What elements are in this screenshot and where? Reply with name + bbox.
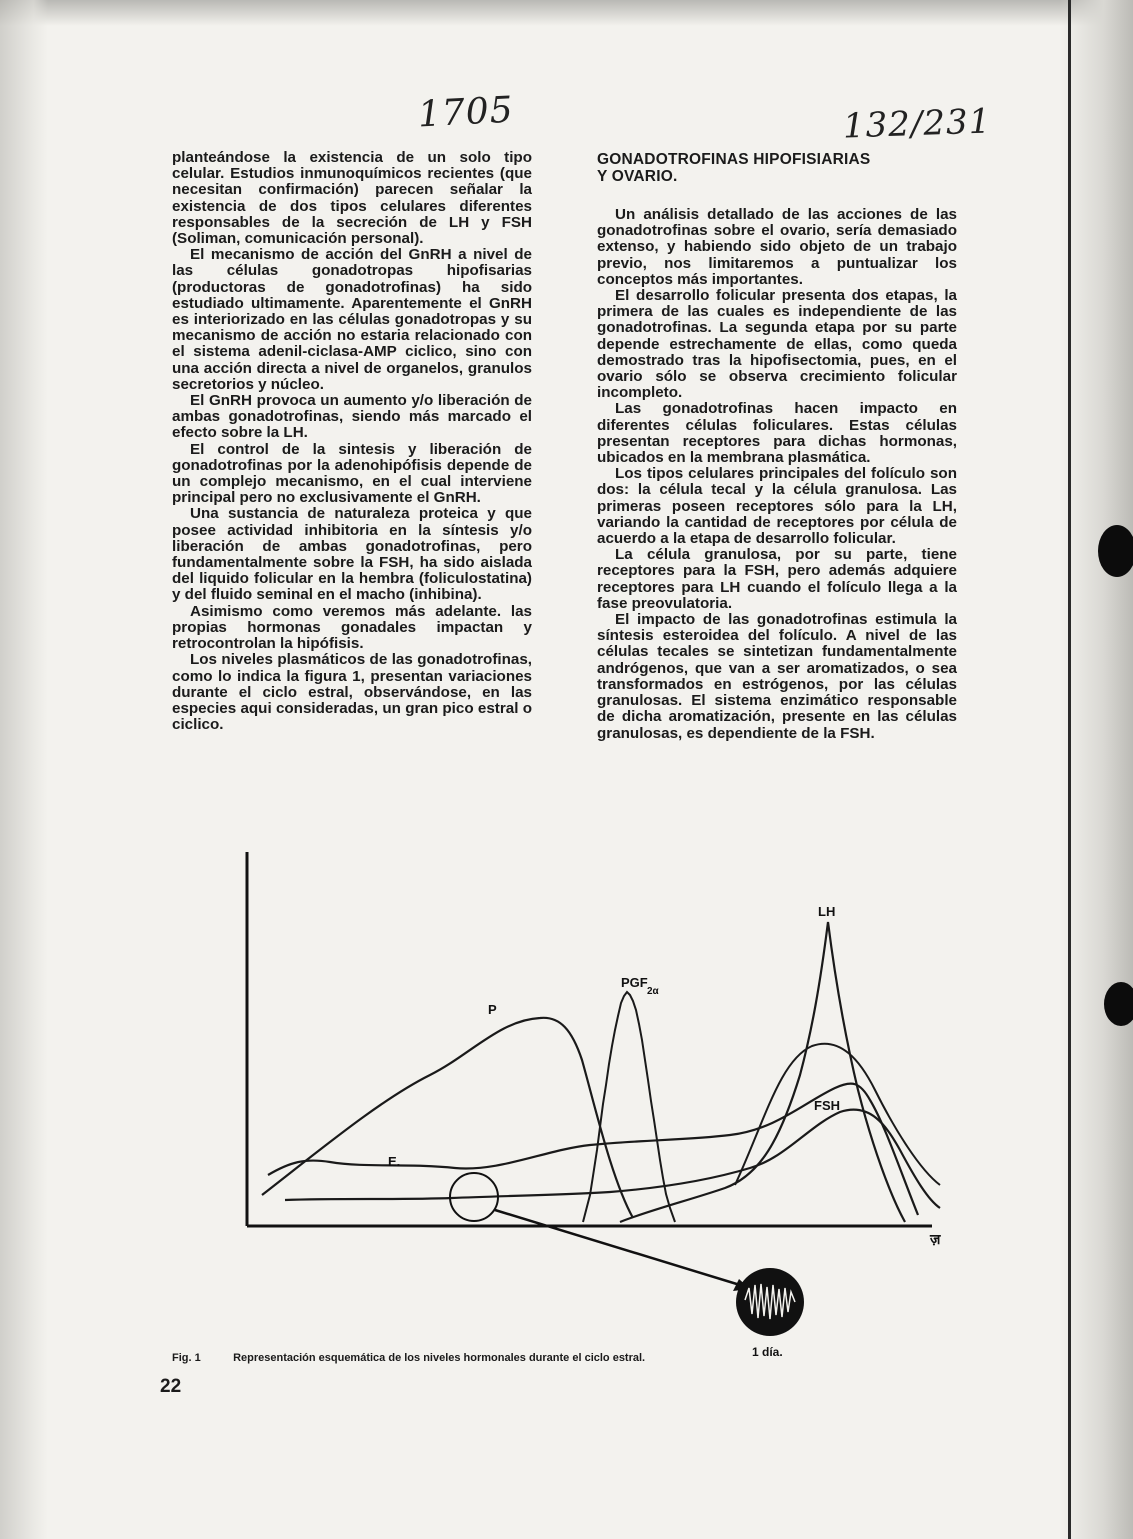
axis-end-mark: ज़ [930,1232,941,1248]
label-pgf-sub: 2α [647,986,659,997]
inset-magnified-circle [736,1268,804,1336]
paragraph: Los niveles plasmáticos de las gonadotrofinas, como lo indica la figura 1, presentan variaciones durante el ciclo estral, observándose, en las especies aqui consideradas, un gran pico estral o ciclico. [172,651,532,734]
handwritten-number-left: 1705 [416,89,515,136]
paragraph: Una sustancia de naturaleza proteica y que posee actividad inhibitoria en la síntesis y/o liberación de ambas gonadotrofinas, pero fundamentalmente sobre la FSH, ha sido aislada del liquido folicular en la hembra (foliculostatina) y del fluido seminal en el macho (inhibina). [172,505,532,604]
curve-fsh [285,1110,940,1208]
inset-label: 1 día. [752,1345,783,1359]
scan-ink-blot [1098,525,1133,577]
paragraph: Los tipos celulares principales del folículo son dos: la célula tecal y la célula granulosa. Las primeras poseen receptores sólo para la LH, variando la cantidad de receptores por célula de acuerdo a la etapa de desarrollo folicular. [597,465,957,548]
paragraph: Las gonadotrofinas hacen impacto en diferentes células foliculares. Estas células presentan receptores para dichas hormonas, ubicados en la membrana plasmática. [597,400,957,467]
label-lh: LH [818,904,836,919]
paragraph: planteándose la existencia de un solo tipo celular. Estudios inmunoquímicos recientes (que necesitan confirmación) parecen señalar la existencia de dos tipos celulares diferentes responsables de la secreción de LH y FSH (Soliman, comunicación personal). [172,149,532,248]
scan-ink-blot [1104,982,1133,1026]
label-e: E. [388,1154,401,1169]
label-fsh: FSH [814,1098,840,1113]
figure-caption [172,1352,645,1364]
paragraph: El mecanismo de acción del GnRH a nivel de las células gonadotropas hipofisarias (productoras de gonadotrofinas) ha sido estudiado ultimamente. Aparentemente el GnRH es interiorizado en las células gonadotropas y su mecanismo de acción no estaria relacionado con el sistema adenil-ciclasa-AMP ciclico, sino con una acción directa a nivel de organelos, granulos secretorios y núcleo. [172,246,532,393]
paragraph: El GnRH provoca un aumento y/o liberación de ambas gonadotrofinas, siendo más marcado el efecto sobre la LH. [172,392,532,442]
caption-text: Representación esquemática de los niveles hormonales durante el ciclo estral. [233,1352,646,1364]
section-title-line: Y OVARIO. [597,168,678,185]
paragraph: El impacto de las gonadotrofinas estimula la síntesis esteroidea del folículo. A nivel de las células tecales se sintetizan fundamentalmente andrógenos, que van a ser aromatizados, o sea transformados en estrógenos, por las células granulosas. El sistema enzimático responsable de dicha aromatización, presente en las células granulosas, es dependiente de la FSH. [597,611,957,742]
curve-p [262,1018,633,1218]
paragraph: Asimismo como veremos más adelante. las propias hormonas gonadales impactan y retrocontrolan la hipófisis. [172,602,532,653]
label-p: P [488,1002,497,1017]
inset-arrow [495,1210,740,1285]
caption-label: Fig. 1 [172,1352,201,1364]
paragraph: Un análisis detallado de las acciones de las gonadotrofinas sobre el ovario, sería demasiado extenso, y habiendo sido objeto de un trabajo previo, nos limitaremos a puntualizar los conceptos más importantes. [597,206,957,288]
paragraph: El desarrollo folicular presenta dos etapas, la primera de las cuales es independiente de las gonadotrofinas. La segunda etapa por su parte depende estrechamente de ellas, como queda demostrado tras la hipofisectomia, pues, en el ovario sólo se observa crecimiento folicular incompleto. [597,287,957,402]
handwritten-number-right: 132/231 [842,101,992,147]
section-title-line: GONADOTROFINAS HIPOFISIARIAS [597,151,871,168]
label-pgf: PGF [621,975,648,990]
page-number: 22 [160,1376,182,1397]
paragraph: El control de la sintesis y liberación de gonadotrofinas por la adenohipófisis depende de un complejo mecanismo, en el cual interviene principal pero no exclusivamente el GnRH. [172,440,532,507]
paragraph: La célula granulosa, por su parte, tiene receptores para la FSH, pero además adquiere receptores para LH cuando el folículo llega a la fase preovulatoria. [597,546,957,612]
